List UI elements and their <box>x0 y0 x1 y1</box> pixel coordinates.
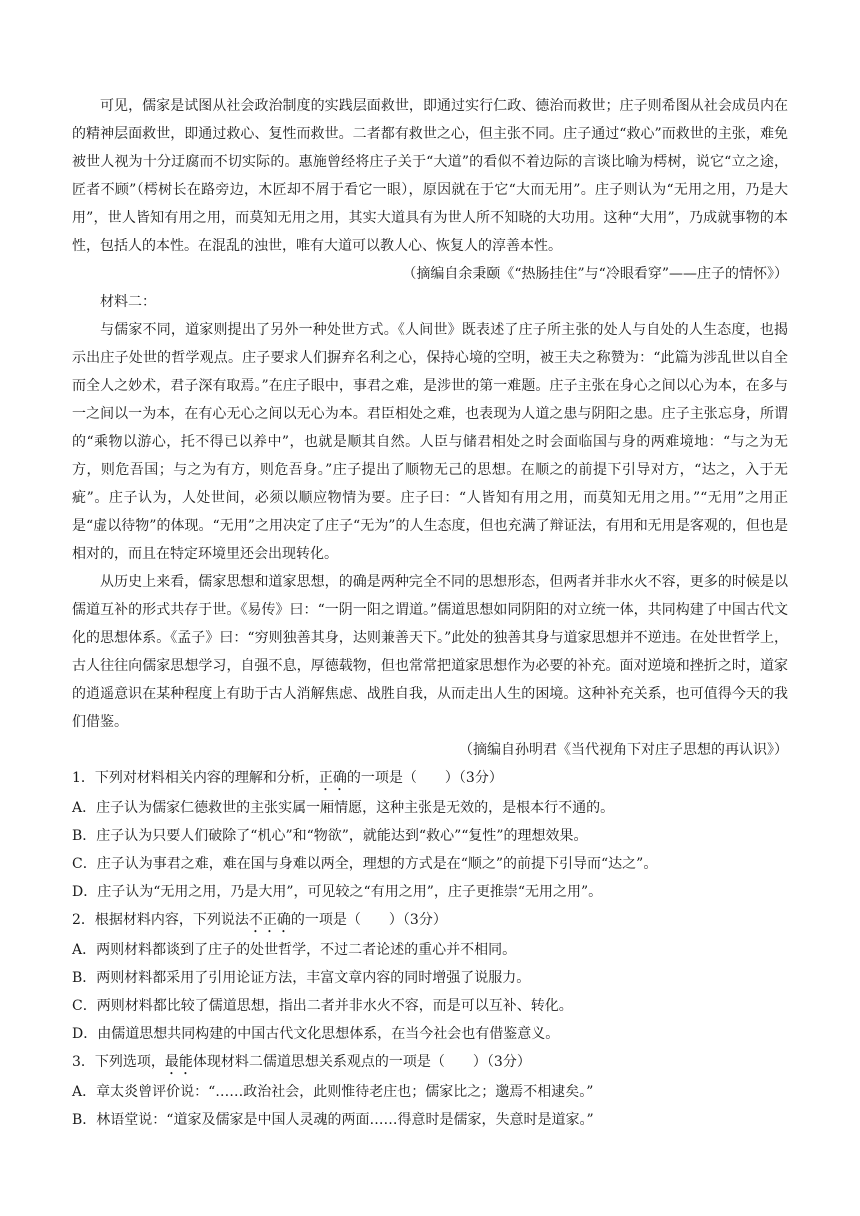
material-one-source: （摘编自余秉颐《“热肠挂住”与“冷眼看穿”——庄子的情怀》） <box>402 266 788 282</box>
material-two-paragraph: 从历史上来看，儒家思想和道家思想，的确是两种完全不同的思想形态，但两者并非水火不容，更多的时候是以儒道互补的形式共存于世。《易传》曰：“一阴一阳之谓道。”儒道思想如同阴阳的对立统一体，共同构建了中国古代文化的思想体系。《孟子》曰：“穷则独善其身，达则兼善天下。”此处的独善其身与道家思想并不逆违。在处世哲学上，古人往往向儒家思想学习，自强不息，厚德载物，但也常常把道家思想作为必要的补充。面对逆境和挫折之时，道家的逍遥意识在某种程度上有助于古人消解焦虑、战胜自我，从而走出人生的困境。这种补充关系，也可值得今天的我们借鉴。 <box>72 574 788 730</box>
option-b: B．两则材料都采用了引用论证方法，丰富文章内容的同时增强了说服力。 <box>72 970 531 986</box>
question-stem-text: 1．下列对材料相关内容的理解和分析， <box>72 770 319 786</box>
question-3-stem <box>72 1048 788 1078</box>
question-stem-text: 2．根据材料内容，下列说法 <box>72 912 249 928</box>
option-a: A．章太炎曾评价说：“……政治社会，此则惟待老庄也；儒家比之；邈焉不相逮矣。” <box>72 1084 594 1100</box>
material-one-paragraph: 可见，儒家是试图从社会政治制度的实践层面救世，即通过实行仁政、德治而救世；庄子则希图从社会成员内在的精神层面救世，即通过救心、复性而救世。二者都有救世之心，但主张不同。庄子通过“救心”而救世的主张，难免被世人视为十分迂腐而不切实际的。惠施曾经将庄子关于“大道”的看似不着边际的言谈比喻为樗树，说它“立之途，匠者不顾”（樗树长在路旁边，木匠却不屑于看它一眼），原因就在于它“大而无用”。庄子则认为“无用之用，乃是大用”，世人皆知有用之用，而莫知无用之用，其实大道具有为世人所不知晓的大功用。这种“大用”，乃成就事物的本性，包括人的本性。在混乱的浊世，唯有大道可以教人心、恢复人的淳善本性。 <box>72 98 788 254</box>
question-stem-text: 3．下列选项， <box>72 1054 165 1070</box>
option-a: A．两则材料都谈到了庄子的处世哲学，不过二者论述的重心并不相同。 <box>72 942 517 958</box>
reading-content <box>72 92 788 1134</box>
material-two-label: 材料二： <box>100 294 156 310</box>
material-two-paragraph: 与儒家不同，道家则提出了另外一种处世方式。《人间世》既表述了庄子所主张的处人与自处的人生态度，也揭示出庄子处世的哲学观点。庄子要求人们摒弃名利之心，保持心境的空明，被王夫之称赞为：“此篇为涉乱世以自全而全人之妙术，君子深有取焉。”在庄子眼中，事君之难，是涉世的第一难题。庄子主张在身心之间以心为本，在多与一之间以一为本，在有心无心之间以无心为本。君臣相处之难，也表现为人道之患与阴阳之患。庄子主张忘身，所谓的“乘物以游心，托不得已以养中”，也就是顺其自然。人臣与储君相处之时会面临国与身的两难境地：“与之为无方，则危吾国；与之为有方，则危吾身。”庄子提出了顺物无己的思想。在顺之的前提下引导对方，“达之，入于无疵”。庄子认为，人处世间，必须以顺应物情为要。庄子曰：“人皆知有用之用，而莫知无用之用。”“无用”之用正是“虚以待物”的体现。“无用”之用决定了庄子“无为”的人生态度，但也充满了辩证法，有用和无用是客观的，但也是相对的，而且在特定环境里还会出现转化。 <box>72 322 788 562</box>
option-b: B．林语堂说：“道家及儒家是中国人灵魂的两面……得意时是儒家，失意时是道家。” <box>72 1112 594 1128</box>
emphasis-word: 不正确 <box>248 912 291 928</box>
question-1-stem <box>72 764 788 794</box>
question-stem-text: 的一项是（ ）（3分） <box>346 770 503 786</box>
material-two-source: （摘编自孙明君《当代视角下对庄子思想的再认识》） <box>459 742 788 758</box>
question-2-stem <box>72 906 788 936</box>
option-c: C．两则材料都比较了儒道思想，指出二者并非水火不容，而是可以互补、转化。 <box>72 998 573 1014</box>
question-stem-text: 的一项是（ ）（3分） <box>290 912 447 928</box>
option-b: B．庄子认为只要人们破除了“机心”和“物欲”，就能达到“救心”“复性”的理想效果。 <box>72 828 588 844</box>
option-d: D．由儒道思想共同构建的中国古代文化思想体系，在当今社会也有借鉴意义。 <box>72 1026 560 1042</box>
option-a: A．庄子认为儒家仁德救世的主张实属一厢情愿，这种主张是无效的，是根本行不通的。 <box>72 800 615 816</box>
emphasis-word: 正确 <box>318 770 347 786</box>
question-stem-text: 体现材料二儒道思想关系观点的一项是（ ）（3分） <box>192 1054 531 1070</box>
option-d: D．庄子认为“无用之用，乃是大用”，可见较之“有用之用”，庄子更推崇“无用之用”。 <box>72 884 603 900</box>
option-c: C．庄子认为事君之难，难在国与身难以两全，理想的方式是在“顺之”的前提下引导而“达之”。 <box>72 856 658 872</box>
emphasis-word: 最能 <box>164 1054 193 1070</box>
